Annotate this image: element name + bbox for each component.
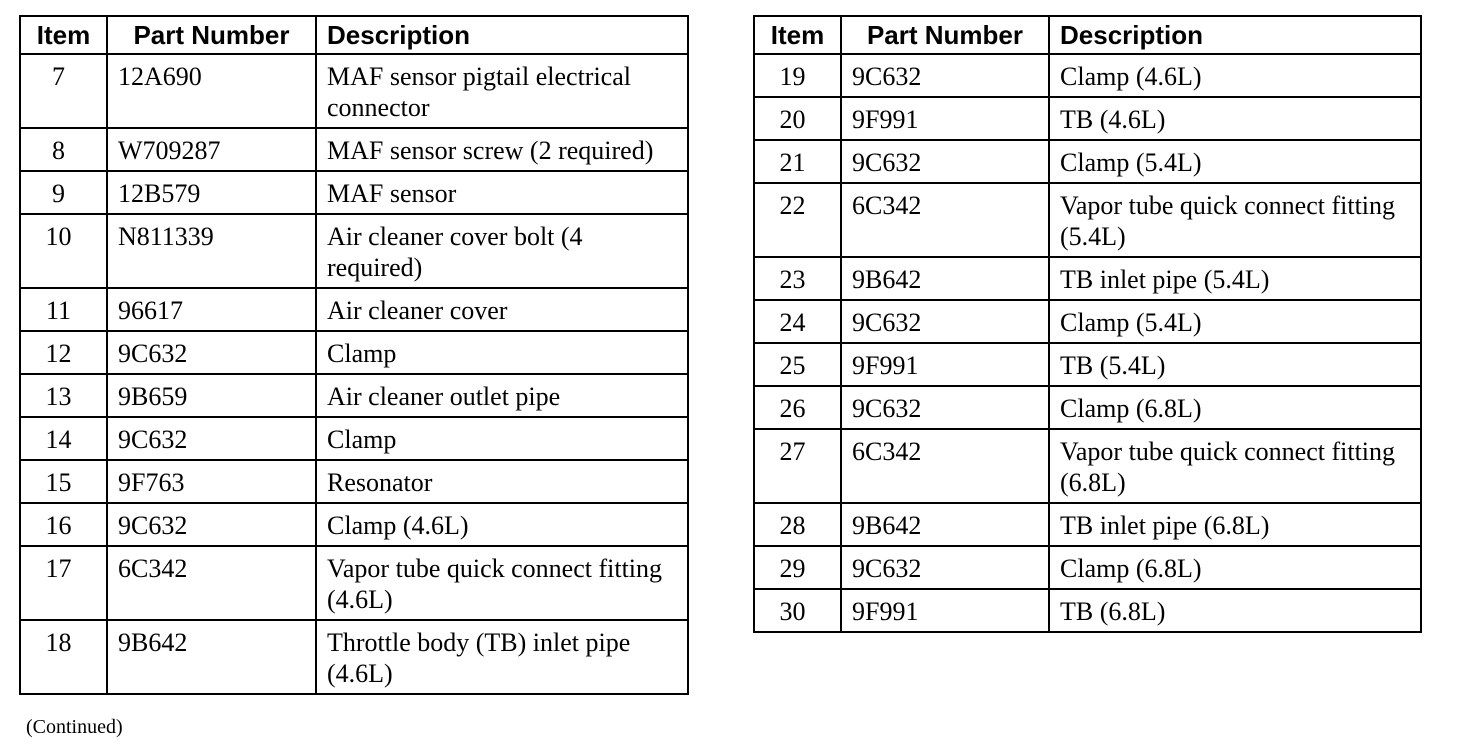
table-row (754, 343, 1421, 386)
table-row (20, 288, 688, 331)
item-number: 14 (20, 417, 107, 460)
table-row (754, 300, 1421, 343)
table-row (754, 54, 1421, 97)
item-number: 24 (754, 300, 841, 343)
item-number: 8 (20, 128, 107, 171)
part-number: 9C632 (107, 331, 316, 374)
table-row (20, 331, 688, 374)
part-description: Vapor tube quick connect fitting (6.8L) (1049, 429, 1421, 503)
part-number: 9B642 (107, 620, 316, 694)
table-row (754, 546, 1421, 589)
part-number: 9C632 (841, 140, 1049, 183)
part-description: MAF sensor (316, 171, 688, 214)
table-row (20, 214, 688, 288)
header-part-number: Part Number (841, 16, 1049, 54)
header-description: Description (316, 16, 688, 54)
item-number: 26 (754, 386, 841, 429)
item-number: 23 (754, 257, 841, 300)
item-number: 20 (754, 97, 841, 140)
part-number: 9C632 (107, 417, 316, 460)
header-part-number: Part Number (107, 16, 316, 54)
part-description: TB (4.6L) (1049, 97, 1421, 140)
table-row (754, 183, 1421, 257)
item-number: 28 (754, 503, 841, 546)
part-number: 9F991 (841, 589, 1049, 632)
table-row (754, 140, 1421, 183)
item-number: 15 (20, 460, 107, 503)
part-description: Clamp (5.4L) (1049, 140, 1421, 183)
item-number: 17 (20, 546, 107, 620)
part-number: 12A690 (107, 54, 316, 128)
part-number: 9F991 (841, 343, 1049, 386)
item-number: 13 (20, 374, 107, 417)
table-row (20, 54, 688, 128)
part-description: Resonator (316, 460, 688, 503)
item-number: 30 (754, 589, 841, 632)
table-row (754, 589, 1421, 632)
part-description: Clamp (316, 331, 688, 374)
item-number: 9 (20, 171, 107, 214)
table-row (754, 503, 1421, 546)
part-number: 9B642 (841, 257, 1049, 300)
part-description: TB (5.4L) (1049, 343, 1421, 386)
header-row (20, 16, 688, 54)
header-row (754, 16, 1421, 54)
part-description: Clamp (316, 417, 688, 460)
table-row (754, 257, 1421, 300)
item-number: 29 (754, 546, 841, 589)
table-row (20, 417, 688, 460)
header-description: Description (1049, 16, 1421, 54)
part-number: W709287 (107, 128, 316, 171)
item-number: 10 (20, 214, 107, 288)
part-number: 9F763 (107, 460, 316, 503)
table-row (20, 620, 688, 694)
part-description: Air cleaner cover (316, 288, 688, 331)
part-number: 9C632 (841, 54, 1049, 97)
continued-note: (Continued) (26, 716, 123, 738)
part-description: TB inlet pipe (6.8L) (1049, 503, 1421, 546)
item-number: 12 (20, 331, 107, 374)
item-number: 19 (754, 54, 841, 97)
table-row (754, 429, 1421, 503)
table-row (20, 460, 688, 503)
item-number: 18 (20, 620, 107, 694)
part-number: 12B579 (107, 171, 316, 214)
part-description: Air cleaner cover bolt (4 required) (316, 214, 688, 288)
part-description: Clamp (6.8L) (1049, 546, 1421, 589)
part-number: 9C632 (841, 300, 1049, 343)
part-number: 6C342 (107, 546, 316, 620)
table-row (20, 374, 688, 417)
table-row (754, 97, 1421, 140)
part-description: TB inlet pipe (5.4L) (1049, 257, 1421, 300)
parts-table-left (19, 15, 689, 695)
item-number: 16 (20, 503, 107, 546)
part-description: Clamp (4.6L) (1049, 54, 1421, 97)
part-description: MAF sensor pigtail electrical connector (316, 54, 688, 128)
table-row (20, 128, 688, 171)
part-description: Air cleaner outlet pipe (316, 374, 688, 417)
part-number: 9B642 (841, 503, 1049, 546)
item-number: 25 (754, 343, 841, 386)
table-row (20, 546, 688, 620)
item-number: 7 (20, 54, 107, 128)
part-number: 9C632 (107, 503, 316, 546)
item-number: 11 (20, 288, 107, 331)
part-description: Vapor tube quick connect fitting (5.4L) (1049, 183, 1421, 257)
table-row (20, 503, 688, 546)
part-number: 9F991 (841, 97, 1049, 140)
item-number: 22 (754, 183, 841, 257)
header-item: Item (20, 16, 107, 54)
part-description: Vapor tube quick connect fitting (4.6L) (316, 546, 688, 620)
part-number: N811339 (107, 214, 316, 288)
part-number: 6C342 (841, 429, 1049, 503)
part-description: Clamp (4.6L) (316, 503, 688, 546)
part-number: 9B659 (107, 374, 316, 417)
part-number: 96617 (107, 288, 316, 331)
parts-table-right (753, 15, 1422, 633)
item-number: 27 (754, 429, 841, 503)
part-description: Clamp (5.4L) (1049, 300, 1421, 343)
part-description: Clamp (6.8L) (1049, 386, 1421, 429)
part-number: 9C632 (841, 546, 1049, 589)
table-row (754, 386, 1421, 429)
table-row (20, 171, 688, 214)
part-description: MAF sensor screw (2 required) (316, 128, 688, 171)
header-item: Item (754, 16, 841, 54)
part-description: TB (6.8L) (1049, 589, 1421, 632)
part-number: 6C342 (841, 183, 1049, 257)
part-description: Throttle body (TB) inlet pipe (4.6L) (316, 620, 688, 694)
part-number: 9C632 (841, 386, 1049, 429)
item-number: 21 (754, 140, 841, 183)
